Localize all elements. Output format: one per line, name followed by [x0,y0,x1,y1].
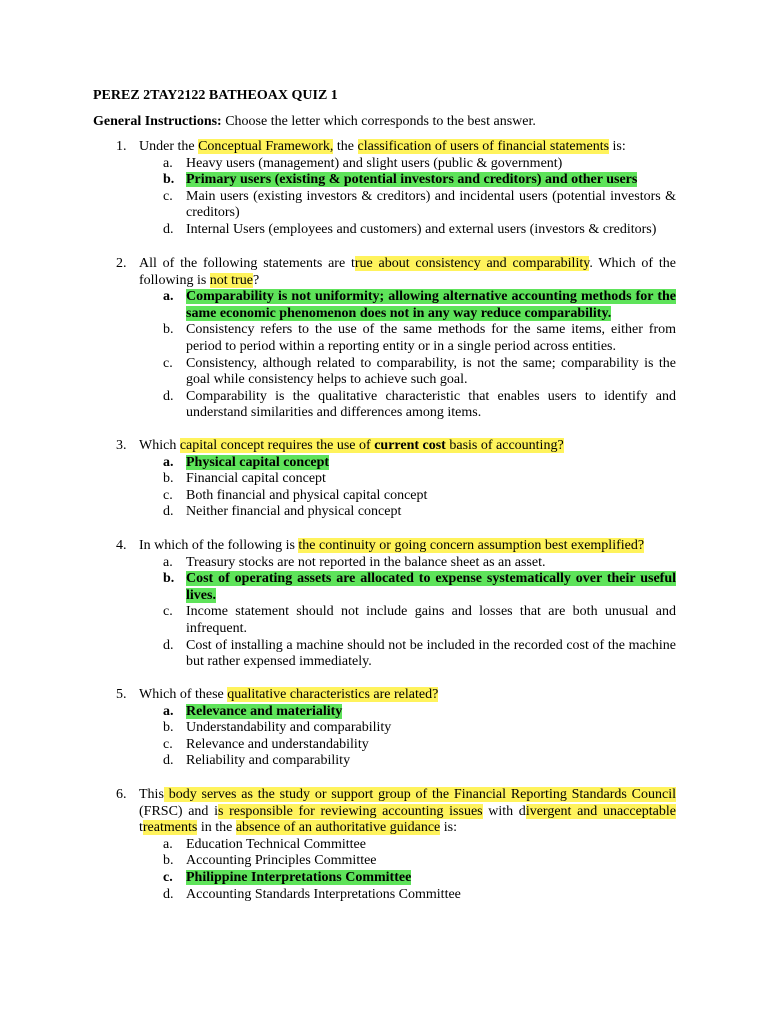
question-stem-line [116,139,676,156]
question-stem [139,687,676,704]
answer-option [116,222,676,239]
answer-option [116,753,676,770]
option-text: Neither financial and physical concept [186,504,402,520]
correct-answer-text: Relevance and materiality [186,703,343,719]
option-text: Treasury stocks are not reported in the balance sheet as an asset. [186,554,546,570]
question-stem [139,787,676,837]
highlighted-text: qualitative characteristics are related? [227,687,439,702]
option-text: Understandability and comparability [186,720,392,736]
answer-option [116,488,676,505]
option-letter: d. [163,504,174,520]
instructions-label: General Instructions: [93,114,222,129]
question-6 [116,787,676,903]
option-letter: b. [163,172,175,188]
document-title: PEREZ 2TAY2122 BATHEOAX QUIZ 1 [93,88,338,103]
highlighted-text: classification of users of financial statements [357,139,610,154]
option-text: Financial capital concept [186,471,326,487]
instructions-text: Choose the letter which corresponds to the best answer. [221,114,536,129]
answer-option [116,156,676,173]
question-stem [139,438,676,455]
answer-option [116,389,676,422]
highlighted-text: ivergent and unacceptable [525,803,677,819]
highlighted-text: capital concept requires the use of [179,438,375,453]
stem-text: ? [252,272,260,288]
option-letter: a. [163,836,173,852]
answer-option [116,504,676,521]
stem-text: Which of these [139,687,228,702]
highlighted-text: rue about consistency and comparability [354,256,590,271]
question-5 [116,687,676,770]
option-text: Income statement should not include gains and losses that are both unusual and infrequent. [186,604,676,636]
option-letter: a. [163,155,173,171]
option-letter: c. [163,355,173,371]
answer-option [116,638,676,671]
option-letter: c. [163,736,173,752]
option-text: Internal Users (employees and customers) and external users (investors & creditors) [186,221,657,237]
question-stem [139,139,676,156]
stem-text: Which [139,438,180,453]
highlighted-text: not true [209,272,253,288]
question-4 [116,538,676,671]
stem-text: the [333,139,358,154]
correct-answer-text: Cost of operating assets are allocated to expense systematically over their useful lives. [186,571,676,603]
question-number: 5. [116,687,127,702]
highlighted-text: the continuity or going concern assumption best exemplified? [298,538,645,553]
stem-text: All of the following statements are t [139,256,355,271]
correct-answer-option [116,172,676,189]
correct-answer-option [116,289,676,322]
stem-text: with d [482,803,526,819]
answer-option [116,322,676,355]
correct-answer-text: Physical capital concept [186,454,330,470]
question-number: 3. [116,438,127,453]
question-3 [116,438,676,521]
answer-option [116,887,676,904]
answer-option [116,555,676,572]
question-stem [139,256,676,289]
option-letter: a. [163,554,173,570]
highlighted-text: s responsible for reviewing accounting issues [217,803,483,819]
option-letter: d. [163,221,174,237]
question-stem-line [116,438,676,455]
option-text: Accounting Standards Interpretations Committee [186,886,461,902]
correct-answer-option [116,704,676,721]
option-letter: d. [163,637,174,653]
correct-answer-text: Philippine Interpretations Committee [186,869,412,885]
stem-text: is: [609,139,626,154]
option-text: Consistency refers to the use of the same methods for the same items, either from period to period within a reporting entity or in a single period across entities. [186,322,676,354]
stem-text: This [139,787,164,802]
option-letter: c. [163,188,173,204]
option-letter: c. [163,487,173,503]
correct-answer-text: Comparability is not uniformity; allowing alternative accounting methods for the same economic phenomenon does not in any way reduce comparability. [186,289,676,321]
stem-text: Under the [139,139,199,154]
question-number: 2. [116,256,127,271]
correct-answer-text: Primary users (existing & potential investors and creditors) and other users [186,172,638,188]
question-1 [116,139,676,239]
option-text: Heavy users (management) and slight users (public & government) [186,155,563,171]
stem-text: (FRSC) and i [139,803,218,819]
highlighted-text: reatments [142,820,198,836]
option-letter: a. [163,703,174,719]
question-stem-line [116,687,676,704]
answer-option [116,720,676,737]
option-text: Comparability is the qualitative characteristic that enables users to identify and understand similarities and differences among items. [186,388,676,421]
option-letter: d. [163,886,174,902]
option-text: Relevance and understandability [186,736,369,752]
option-text: Main users (existing investors & creditors) and incidental users (potential investors & creditors) [186,188,676,221]
correct-answer-option [116,455,676,472]
option-letter: b. [163,571,175,587]
question-number: 1. [116,139,127,154]
option-letter: a. [163,289,174,305]
question-stem [139,538,676,555]
highlighted-text: absence of an authoritative guidance [235,820,441,836]
answer-option [116,356,676,389]
highlighted-text: body serves as the study or support group of the Financial Reporting Standards Council [163,787,676,802]
general-instructions [93,114,536,131]
option-letter: b. [163,471,174,487]
option-letter: d. [163,753,174,769]
answer-option [116,837,676,854]
option-letter: b. [163,853,174,869]
question-number: 4. [116,538,127,553]
correct-answer-option [116,571,676,604]
answer-option [116,471,676,488]
answer-option [116,604,676,637]
highlighted-text: basis of accounting? [445,438,564,453]
option-text: Accounting Principles Committee [186,853,377,869]
option-letter: b. [163,720,174,736]
option-letter: d. [163,388,174,404]
answer-option [116,853,676,870]
stem-text: . Which of the following is [139,256,676,288]
option-letter: b. [163,322,174,338]
question-stem-line [116,787,676,837]
highlighted-text: Conceptual Framework, [198,139,334,154]
option-text: Education Technical Committee [186,836,366,852]
question-2 [116,256,676,422]
question-number: 6. [116,787,127,802]
stem-text: t [139,820,143,836]
stem-text: In which of the following is [139,538,299,553]
answer-option [116,189,676,222]
option-letter: c. [163,604,173,620]
highlighted-text: current cost [374,438,446,453]
option-text: Reliability and comparability [186,753,351,769]
option-text: Both financial and physical capital concept [186,487,428,503]
option-letter: a. [163,454,174,470]
correct-answer-option [116,870,676,887]
option-text: Consistency, although related to comparability, is not the same; comparability is the goal while consistency helps to achieve such goal. [186,355,676,388]
question-stem-line [116,538,676,555]
stem-text: in the [197,820,236,836]
option-text: Cost of installing a machine should not be included in the recorded cost of the machine but rather expensed immediately. [186,637,676,670]
answer-option [116,737,676,754]
stem-text: is: [440,820,458,836]
question-stem-line [116,256,676,289]
option-letter: c. [163,869,173,885]
